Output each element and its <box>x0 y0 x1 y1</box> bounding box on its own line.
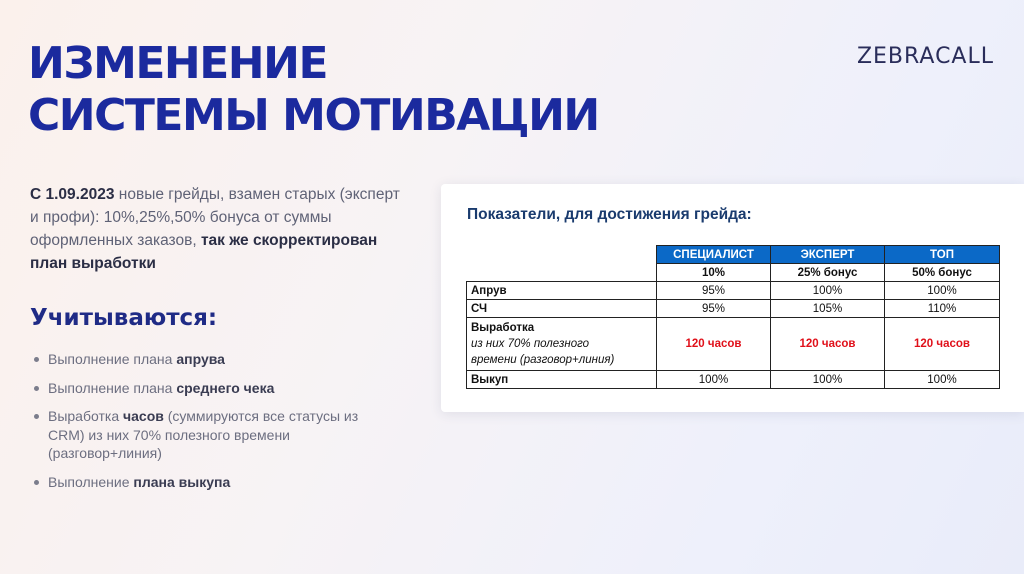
row-label: Выкуп <box>467 371 657 389</box>
bullet-text: Выработка <box>48 408 123 424</box>
intro-emphasis: так же скорректирован план выработки <box>30 232 378 272</box>
criteria-list <box>34 350 364 501</box>
bonus-cell: 50% бонус <box>885 264 1000 282</box>
table-cell: 120 часов <box>885 318 1000 371</box>
intro-text: новые грейды, взамен старых (эксперт и профи): 10%,25%,50% бонуса от суммы оформленных заказов, <box>30 186 400 249</box>
table-cell: 105% <box>771 300 885 318</box>
table-cell: 100% <box>771 371 885 389</box>
row-label <box>467 318 657 371</box>
row-label-note: времени (разговор+линия) <box>471 354 615 366</box>
bullet-text: Выполнение плана <box>48 351 177 367</box>
column-header: ТОП <box>885 246 1000 264</box>
intro-date: С 1.09.2023 <box>30 186 115 203</box>
row-label: Апрув <box>467 282 657 300</box>
zebracall-logo: ZEBRACALL <box>856 44 994 69</box>
table-cell: 100% <box>885 282 1000 300</box>
table-header-row <box>467 246 1000 264</box>
row-label-main: Выработка <box>471 322 535 334</box>
bullet-emphasis: апрува <box>176 351 225 367</box>
bullet-text: Выполнение <box>48 473 134 490</box>
intro-paragraph <box>30 183 400 275</box>
bullet-text-tail: (суммируются все статусы из CRM) из них 70% полезного времени (разговор+линия) <box>48 408 359 461</box>
bonus-row <box>467 264 1000 282</box>
table-row <box>467 300 1000 318</box>
bullet-text: Выполнение плана <box>48 379 177 396</box>
list-item <box>34 379 364 398</box>
table-cell: 100% <box>657 371 771 389</box>
list-item <box>34 407 364 463</box>
table-cell: 110% <box>885 300 1000 318</box>
table-corner-cell <box>467 264 657 282</box>
bullet-emphasis: плана выкупа <box>133 473 231 490</box>
section-title: Учитываются: <box>30 305 218 331</box>
table-row <box>467 318 1000 371</box>
bullet-emphasis: среднего чека <box>176 379 275 396</box>
row-label: СЧ <box>467 300 657 318</box>
bonus-cell: 25% бонус <box>771 264 885 282</box>
table-cell: 100% <box>885 371 1000 389</box>
bullet-emphasis: часов <box>123 408 164 424</box>
table-cell: 100% <box>771 282 885 300</box>
slide-title-line-1: ИЗМЕНЕНИЕ <box>28 38 328 89</box>
table-title: Показатели, для достижения грейда: <box>467 206 752 223</box>
table-cell: 120 часов <box>657 318 771 371</box>
column-header: СПЕЦИАЛИСТ <box>657 246 771 264</box>
list-item <box>34 473 364 492</box>
table-corner-cell <box>467 246 657 264</box>
slide-title <box>28 38 599 142</box>
table-cell: 95% <box>657 282 771 300</box>
table-cell: 95% <box>657 300 771 318</box>
list-item <box>34 350 364 369</box>
table-cell: 120 часов <box>771 318 885 371</box>
table-row <box>467 282 1000 300</box>
bonus-cell: 10% <box>657 264 771 282</box>
row-label-note: из них 70% полезного <box>471 338 590 350</box>
column-header: ЭКСПЕРТ <box>771 246 885 264</box>
grade-table-card <box>441 184 1024 412</box>
slide-title-line-2: СИСТЕМЫ МОТИВАЦИИ <box>28 90 599 141</box>
grade-table <box>466 245 1000 389</box>
table-row <box>467 371 1000 389</box>
